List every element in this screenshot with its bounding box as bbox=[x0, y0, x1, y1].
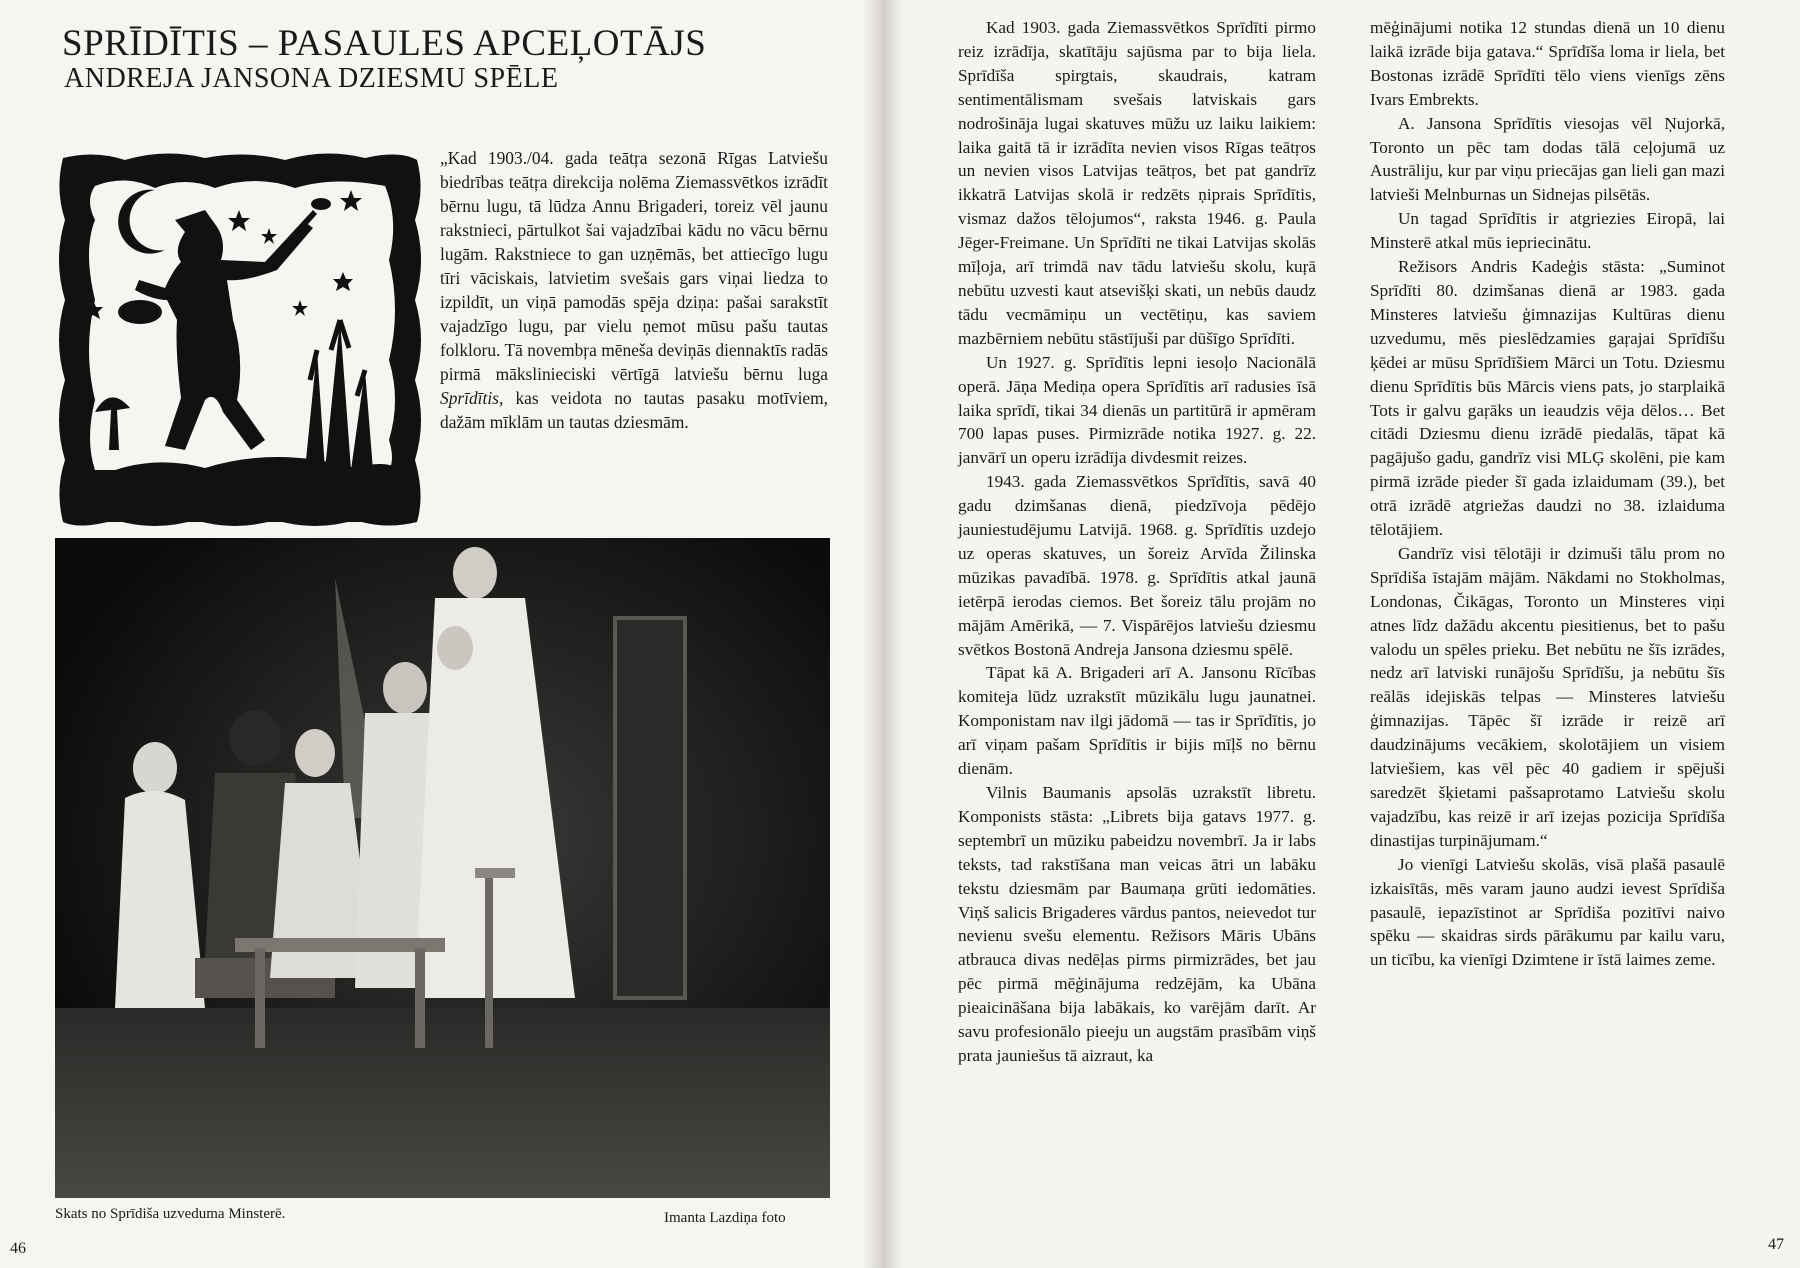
paragraph: Gandrīz visi tēlotāji ir dzimuši tālu prom no Sprīdiša īstajām mājām. Nākdami no Stokholmas, Londonas, Čikāgas, Toronto un Minsteres viņi atnes līdz dažādu akcentu piesitienus, bet to pašu valodu un spēles prieku. Bet nebūtu ne šīs izrādes, nedz arī latviski runājošu Sprīdīšu, ja nebūtu šīs reālās idejiskās telpas — Minsteres latviešu ģimnazijas. Tāpēc šī izrāde ir reizē arī daudzinājums vecākiem, skolotājiem un visiem latviešiem, kas vēl pēc 40 gadiem ir spējuši saredzēt šķietami pašsaprotamo Latviešu skolu vajadzību, kas reizē ir arī izejas pozicija Sprīdīša dinastijas turpinājumam.“ bbox=[1370, 543, 1725, 850]
book-gutter bbox=[862, 0, 902, 1268]
paragraph: mēģinājumi notika 12 stundas dienā un 10 dienu laikā izrāde bija gatava.“ Sprīdīša loma ir liela, bet Bostonas izrādē Sprīdīti tēlo viens vienīgs zēns Ivars Embrekts. bbox=[1370, 18, 1725, 109]
photo-caption: Skats no Sprīdiša uzveduma Minsterē. bbox=[55, 1206, 286, 1222]
page-number-right: 47 bbox=[1768, 1236, 1784, 1253]
paragraph: Un 1927. g. Sprīdītis lepni iesoļo Nacionālā operā. Jāņa Mediņa opera Sprīdītis arī radusies īsā laika sprīdī, tikai 34 dienās un partitūrā ir apmēram 700 lapas puses. Pirmizrāde notika 1927. g. 22. janvārī un operu izrādīja divdesmit reizes. bbox=[958, 352, 1316, 468]
paragraph: Un tagad Sprīdītis ir atgriezies Eiropā, lai Minsterē atkal mūs iepriecinātu. bbox=[1370, 209, 1725, 253]
page-number-left: 46 bbox=[10, 1240, 26, 1257]
spriditis-silhouette-illustration bbox=[55, 150, 425, 530]
paragraph: Režisors Andris Kadeģis stāsta: „Suminot Sprīdīti 80. dzimšanas dienā ar 1983. gada Minsteres latviešu ģimnazijas Kultūras dienu uzvedumu, mēs pieslēdzamies gaŗajai Sprīdīšu ķēdei ar mūsu Sprīdīšiem Mārci un Totu. Dziesmu dienu Sprīdītis būs Mārcis viens pats, jo starplaikā Tots ir galvu gaŗāks un ieaudzis vēja dēlos… Bet citādi Dziesmu dienu izrādē piedalās, tāpat kā pagājušo gadu, gandrīz visi MLĢ skolēni, pie kam pirmā izrāde pieder šī gada izlaidumam (39.), bet otrā izrādē atgriežas daudzi no 38. izlaiduma tēlotājiem. bbox=[1370, 257, 1725, 540]
paragraph: Vilnis Baumanis apsolās uzrakstīt libretu. Komponists stāsta: „Librets bija gatavs 1977. g. septembrī un mūziku pabeidzu novembrī. Ja ir labs teksts, tad rakstīšana man veicas ātri un labāku tekstu dziesmām par Baumaņa grūti iedomāties. Viņš salicis Brigaderes vārdus pantos, neievedot tur nevienu svešu elementu. Režisors Māris Ubāns atbrauca divas nedēļas pirms pirmizrādes, bet jau pēc pirmā mēģinājuma redzējām, ka Ubāna pieaicināšana bija labākais, ko varējām darīt. Ar savu profesionālo pieeju un augstām prasībām viņš prata jauniešus tā aizraut, ka bbox=[958, 783, 1316, 1065]
intro-paragraph: „Kad 1903./04. gada teātŗa sezonā Rīgas Latviešu biedrības teātŗa direkcija nolēma Ziemassvētkos izrādīt bērnu lugu, tā lūdza Annu Brigaderi, toreiz vēl jaunu rakstnieci, pārtulkot šai vajadzībai kādu no vācu bērnu lugām. Rakstniece to gan uzņēmās, bet attiecīgo lugu tīri vāciskais, latvietim svešais gars viņai liedza to izpildīt, un viņā pamodās spēja dziņa: pašai sarakstīt vajadzīgo lugu, par vielu ņemot mūsu pašu tautas folkloru. Tā novembŗa mēneša deviņās diennaktīs radās pirmā mākslinieciski vērtīgā latviešu bērnu luga Sprīdītis, kas veidota no tautas pasaku motīviem, dažām mīklām un tautas dziesmām. bbox=[440, 148, 828, 432]
play-title-italic: Sprīdītis, bbox=[440, 388, 504, 408]
paragraph: Jo vienīgi Latviešu skolās, visā plašā pasaulē izkaisītās, mēs varam jauno audzi ievest Sprīdiša pasaulē, iepazīstinot ar Sprīdiša pozitīvi naivo spēku — skaidras sirds pārākumu par kailu varu, un ticību, ka vienīgi Dzimtene ir īstā laimes zeme. bbox=[1370, 854, 1725, 970]
text-column-left bbox=[958, 16, 1316, 1068]
paragraph: Kad 1903. gada Ziemassvētkos Sprīdīti pirmo reiz izrādīja, skatītāju sajūsma par to bija liela. Sprīdīša spirgtais, skaudrais, katram sentimentālismam svešais latviskais gars nodrošināja lugai skatuves mūžu uz laiku laikiem: laika gaitā tā ir izrādīta nevien visos Rīgas teātŗos un nevien visos Latvijas teātŗos, bet pat gandrīz ikkatrā Latvijas skolā ir redzēts ņiprais Sprīdītis, vismaz dažos tēlojumos“, raksta 1946. g. Paula Jēger-Freimane. Un Sprīdīti ne tikai Latvijas skolās mīļoja, arī trimdā nav tādu latviešu skolu, kuŗā nebūtu uzvesti kaut atsevišķi skati, un nebūs daudz tādu vecmāmiņu un vectētiņu, kas saviem mazbērniem nebūtu stāstījuši par dūšīgo Sprīdīti. bbox=[958, 18, 1316, 348]
article-title: SPRĪDĪTIS – PASAULES APCEĻOTĀJS bbox=[62, 23, 707, 64]
text-column-right bbox=[1370, 16, 1725, 972]
stage-photo bbox=[55, 538, 830, 1198]
photo-credit: Imanta Lazdiņa foto bbox=[664, 1210, 786, 1226]
paragraph: 1943. gada Ziemassvētkos Sprīdītis, savā 40 gadu dzimšanas dienā, piedzīvoja pēdējo jauniestudējumu Latvijā. 1968. g. Sprīdītis uzdejo uz operas skatuves, un šoreiz Arvīda Žilinska mūzikas pavadībā. 1978. g. Sprīdītis atkal jaunā ietērpā ierodas ciemos. Bet šoreiz tālu projām no mājām Amērikā, — 7. Vispārējos latviešu dziesmu svētkos Bostonā Andreja Jansona dziesmu spēlē. bbox=[958, 472, 1316, 659]
paragraph: Tāpat kā A. Brigaderi arī A. Jansonu Rīcības komiteja lūdz uzrakstīt mūzikālu lugu jaunatnei. Komponistam nav ilgi jādomā — tas ir Sprīdītis, jo arī viņam pašam Sprīdītis ir bijis mīļš no bērnu dienām. bbox=[958, 663, 1316, 779]
article-subtitle: ANDREJA JANSONA DZIESMU SPĒLE bbox=[64, 63, 559, 94]
paragraph: A. Jansona Sprīdītis viesojas vēl Ņujorkā, Toronto un pēc tam dodas tālā ceļojumā uz Austrāliju, kur par viņu priecājas gan lieli gan mazi latvieši Melnburnas un Sidnejas pilsētās. bbox=[1370, 113, 1725, 205]
